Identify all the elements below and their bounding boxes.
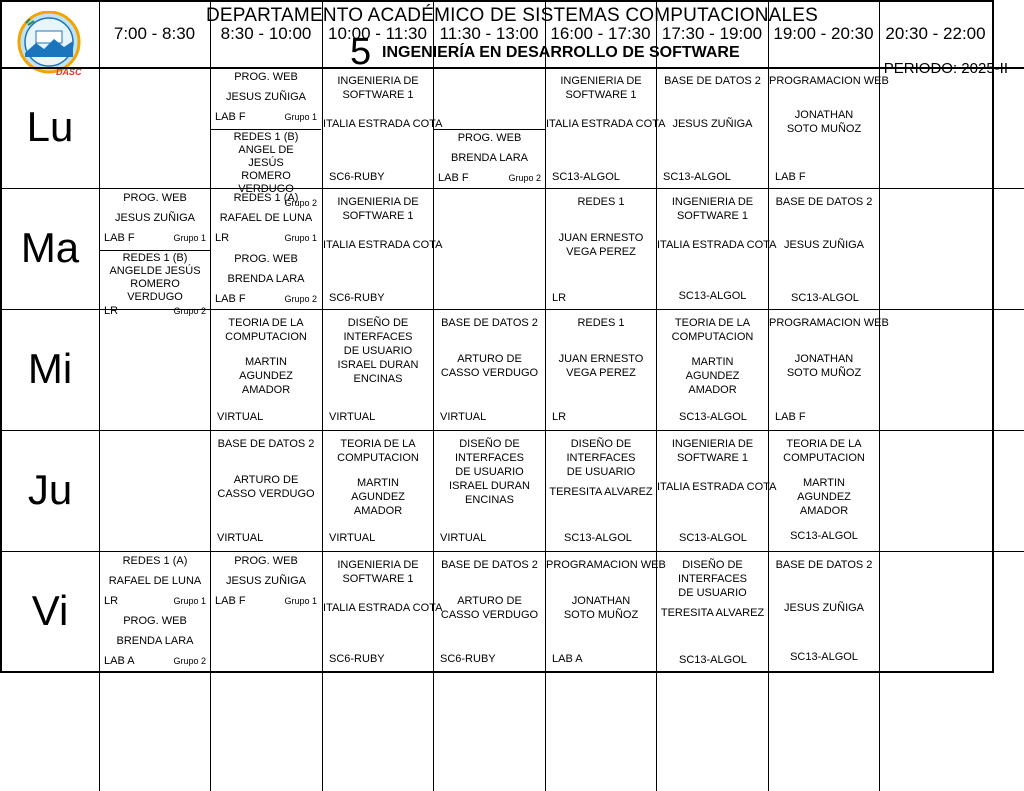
class-cell bbox=[769, 189, 879, 309]
class-room: SC13-ALGOL bbox=[679, 532, 747, 544]
class-subject: TEORIA DE LA COMPUTACION bbox=[225, 317, 307, 343]
class-room: SC13-ALGOL bbox=[552, 171, 620, 183]
class-room: VIRTUAL bbox=[440, 411, 487, 423]
class-subject: INGENIERIA DE SOFTWARE 1 bbox=[337, 559, 419, 585]
class-subject: BASE DE DATOS 2 bbox=[775, 559, 873, 571]
class-teacher: JESUS ZUÑIGA bbox=[225, 575, 307, 587]
class-subject: BASE DE DATOS 2 bbox=[441, 317, 538, 329]
class-cell bbox=[546, 431, 656, 551]
class-cell bbox=[657, 310, 768, 430]
class-subject: PROG. WEB bbox=[234, 253, 298, 265]
class-teacher: ARTURO DE CASSO VERDUGO bbox=[440, 353, 539, 379]
class-teacher: JONATHAN SOTO MUÑOZ bbox=[563, 595, 639, 621]
class-room: SC13-ALGOL bbox=[679, 654, 747, 666]
class-teacher: BRENDA LARA bbox=[450, 152, 529, 164]
class-subject: REDES 1 (A) bbox=[233, 192, 299, 204]
class-subcell bbox=[211, 70, 321, 124]
class-teacher: ARTURO DE CASSO VERDUGO bbox=[440, 595, 539, 621]
class-cell bbox=[323, 552, 443, 672]
class-room: LAB F bbox=[775, 171, 806, 183]
class-teacher: RAFAEL DE LUNA bbox=[219, 212, 313, 224]
hour-header: 8:30 - 10:00 bbox=[220, 24, 312, 43]
hour-header: 19:00 - 20:30 bbox=[773, 24, 874, 43]
class-cell bbox=[434, 68, 545, 188]
class-cell bbox=[546, 189, 656, 309]
class-teacher: ITALIA ESTRADA COTA bbox=[657, 239, 777, 251]
class-room: VIRTUAL bbox=[329, 532, 376, 544]
class-cell bbox=[211, 431, 321, 551]
class-subject: PROG. WEB bbox=[123, 615, 187, 627]
class-subject: DISEÑO DE INTERFACES DE USUARIO bbox=[566, 438, 636, 478]
class-subject: INGENIERIA DE SOFTWARE 1 bbox=[337, 196, 419, 222]
class-subject: PROG. WEB bbox=[234, 71, 298, 83]
class-teacher: MARTIN AGUNDEZ AMADOR bbox=[351, 477, 405, 517]
class-teacher: JONATHAN SOTO MUÑOZ bbox=[786, 109, 862, 135]
class-cell bbox=[434, 310, 545, 430]
class-room: VIRTUAL bbox=[217, 411, 264, 423]
class-teacher: ITALIA ESTRADA COTA bbox=[323, 239, 443, 251]
hour-header: 20:30 - 22:00 bbox=[885, 24, 986, 43]
period-label: PERIODO: 2025-II bbox=[883, 60, 1008, 77]
class-subject: INGENIERIA DE SOFTWARE 1 bbox=[671, 438, 754, 464]
class-subject: TEORIA DE LA COMPUTACION bbox=[783, 438, 865, 464]
class-subject: PROG. WEB bbox=[457, 132, 522, 144]
class-cell bbox=[657, 189, 777, 309]
class-subject: REDES 1 bbox=[577, 196, 625, 208]
class-subject: INGENIERIA DE SOFTWARE 1 bbox=[560, 75, 642, 101]
class-room: SC13-ALGOL bbox=[564, 532, 632, 544]
class-teacher: ITALIA ESTRADA COTA bbox=[546, 118, 666, 130]
hour-header: 11:30 - 13:00 bbox=[439, 24, 539, 43]
class-teacher: ANGEL DE JESÚS ROMERO VERDUGO bbox=[238, 144, 294, 195]
class-subject: BASE DE DATOS 2 bbox=[664, 75, 761, 87]
class-teacher: MARTIN AGUNDEZ AMADOR bbox=[797, 477, 851, 517]
day-label: Vi bbox=[31, 587, 69, 634]
class-teacher: ITALIA ESTRADA COTA bbox=[323, 118, 443, 130]
class-cell bbox=[769, 552, 879, 672]
class-teacher: TERESITA ALVAREZ bbox=[549, 486, 653, 498]
day-label: Ma bbox=[20, 224, 80, 271]
class-room: SC6-RUBY bbox=[329, 653, 385, 665]
hour-header: 16:00 - 17:30 bbox=[550, 24, 651, 43]
class-subject: PROGRAMACION WEB bbox=[546, 559, 666, 571]
career-name: INGENIERÍA EN DESARROLLO DE SOFTWARE bbox=[382, 44, 740, 61]
class-teacher: ITALIA ESTRADA COTA bbox=[657, 481, 777, 493]
class-room-row bbox=[434, 171, 545, 185]
class-cell bbox=[657, 431, 777, 551]
class-subject: INGENIERIA DE SOFTWARE 1 bbox=[337, 75, 419, 101]
class-room-row bbox=[100, 654, 210, 668]
cell-divider bbox=[434, 129, 545, 130]
class-teacher: ANGELDE JESÚS ROMERO VERDUGO bbox=[109, 265, 201, 303]
class-cell bbox=[211, 310, 321, 430]
class-teacher: ISRAEL DURAN ENCINAS bbox=[337, 359, 419, 385]
class-cell bbox=[434, 431, 545, 551]
class-group: Grupo 1 bbox=[284, 112, 317, 122]
class-room: LR bbox=[215, 232, 230, 244]
class-room: SC13-ALGOL bbox=[678, 290, 747, 302]
class-subcell bbox=[211, 252, 321, 306]
class-subject: DISEÑO DE INTERFACES DE USUARIO bbox=[343, 317, 413, 357]
class-teacher: JUAN ERNESTO VEGA PEREZ bbox=[558, 232, 644, 258]
class-room: SC13-ALGOL bbox=[663, 171, 731, 183]
class-cell bbox=[211, 552, 321, 672]
class-room: LAB F bbox=[775, 411, 806, 423]
class-teacher: JESUS ZUÑIGA bbox=[672, 118, 753, 130]
class-teacher: JESUS ZUÑIGA bbox=[783, 239, 865, 251]
class-cell bbox=[323, 68, 443, 188]
class-subject: BASE DE DATOS 2 bbox=[775, 196, 873, 208]
class-room: SC6-RUBY bbox=[329, 292, 385, 304]
class-cell bbox=[546, 310, 656, 430]
class-teacher: MARTIN AGUNDEZ AMADOR bbox=[239, 356, 293, 396]
class-room: VIRTUAL bbox=[329, 411, 376, 423]
class-group: Grupo 1 bbox=[284, 596, 317, 606]
class-subject: TEORIA DE LA COMPUTACION bbox=[671, 317, 754, 343]
class-subcell bbox=[100, 191, 210, 245]
class-subject: DISEÑO DE INTERFACES DE USUARIO bbox=[677, 559, 748, 599]
class-subject: REDES 1 (B) bbox=[233, 131, 299, 143]
class-subject: REDES 1 bbox=[577, 317, 625, 329]
hour-header: 10:00 - 11:30 bbox=[328, 24, 427, 43]
class-teacher: BRENDA LARA bbox=[116, 635, 194, 647]
class-cell bbox=[323, 189, 443, 309]
class-cell bbox=[434, 552, 545, 672]
class-group: Grupo 2 bbox=[173, 306, 206, 316]
class-room-row bbox=[211, 231, 321, 245]
class-cell bbox=[769, 68, 889, 188]
hour-header: 7:00 - 8:30 bbox=[113, 24, 196, 43]
class-group: Grupo 1 bbox=[173, 596, 206, 606]
cell-divider bbox=[211, 129, 321, 130]
class-cell bbox=[323, 431, 433, 551]
class-teacher: JONATHAN SOTO MUÑOZ bbox=[786, 353, 862, 379]
class-group: Grupo 2 bbox=[284, 294, 317, 304]
class-teacher: JESUS ZUÑIGA bbox=[114, 212, 196, 224]
department-title: DEPARTAMENTO ACADÉMICO DE SISTEMAS COMPUTACIONALES bbox=[205, 5, 819, 26]
class-subject: REDES 1 (A) bbox=[122, 555, 188, 567]
class-teacher: JUAN ERNESTO VEGA PEREZ bbox=[558, 353, 644, 379]
class-subject: PROG. WEB bbox=[123, 192, 187, 204]
class-cell bbox=[769, 310, 889, 430]
class-room: VIRTUAL bbox=[440, 532, 487, 544]
class-teacher: BRENDA LARA bbox=[227, 273, 305, 285]
class-teacher: ITALIA ESTRADA COTA bbox=[323, 602, 443, 614]
class-room: SC13-ALGOL bbox=[791, 292, 859, 304]
class-cell bbox=[657, 68, 768, 188]
class-room: LR bbox=[104, 305, 119, 317]
class-cell bbox=[323, 310, 433, 430]
class-group: Grupo 1 bbox=[173, 233, 206, 243]
class-room-row bbox=[211, 594, 321, 608]
class-room: LAB F bbox=[104, 232, 135, 244]
class-teacher: RAFAEL DE LUNA bbox=[108, 575, 202, 587]
class-cell bbox=[769, 431, 879, 551]
class-room: SC13-ALGOL bbox=[679, 411, 747, 423]
class-room: LAB F bbox=[215, 595, 246, 607]
class-subject: BASE DE DATOS 2 bbox=[217, 438, 315, 450]
class-room: LAB A bbox=[552, 653, 583, 665]
class-teacher: JESUS ZUÑIGA bbox=[225, 91, 307, 103]
class-room: LR bbox=[552, 292, 567, 304]
class-teacher: ARTURO DE CASSO VERDUGO bbox=[217, 474, 315, 500]
class-teacher: MARTIN AGUNDEZ AMADOR bbox=[685, 356, 740, 396]
class-room-row bbox=[211, 110, 321, 124]
class-group: Grupo 2 bbox=[173, 656, 206, 666]
class-room: SC6-RUBY bbox=[440, 653, 496, 665]
class-room: VIRTUAL bbox=[217, 532, 264, 544]
class-room: LAB F bbox=[215, 293, 246, 305]
grid-line bbox=[879, 0, 880, 791]
class-room: SC13-ALGOL bbox=[790, 651, 858, 663]
logo-lettering: DASC bbox=[56, 67, 82, 77]
class-subject: PROGRAMACION WEB bbox=[769, 75, 889, 87]
class-room: SC13-ALGOL bbox=[790, 530, 858, 542]
class-room-row bbox=[100, 231, 210, 245]
class-teacher: ISRAEL DURAN ENCINAS bbox=[449, 480, 530, 506]
class-room: LAB F bbox=[438, 172, 469, 184]
class-subcell bbox=[211, 554, 321, 608]
class-subject: PROG. WEB bbox=[234, 555, 298, 567]
class-subcell bbox=[434, 131, 545, 185]
class-subcell bbox=[100, 252, 210, 318]
class-room: LR bbox=[104, 595, 119, 607]
class-cell bbox=[100, 552, 210, 672]
class-teacher: TERESITA ALVAREZ bbox=[660, 607, 765, 619]
class-room-row bbox=[100, 304, 210, 318]
class-group: Grupo 2 bbox=[284, 198, 317, 208]
class-room: LAB F bbox=[215, 111, 246, 123]
day-label: Lu bbox=[26, 103, 74, 150]
cell-divider bbox=[100, 250, 210, 251]
class-room-row bbox=[211, 292, 321, 306]
class-subject: PROGRAMACION WEB bbox=[769, 317, 889, 329]
class-subject: BASE DE DATOS 2 bbox=[441, 559, 538, 571]
day-label: Mi bbox=[27, 345, 73, 392]
class-cell bbox=[100, 189, 210, 317]
class-group: Grupo 2 bbox=[508, 173, 541, 183]
class-subject: INGENIERIA DE SOFTWARE 1 bbox=[671, 196, 754, 222]
day-label: Ju bbox=[27, 466, 73, 513]
class-subject: DISEÑO DE INTERFACES DE USUARIO bbox=[454, 438, 525, 478]
class-group: Grupo 1 bbox=[284, 233, 317, 243]
class-teacher: JESUS ZUÑIGA bbox=[783, 602, 865, 614]
class-subject: TEORIA DE LA COMPUTACION bbox=[337, 438, 419, 464]
class-subcell bbox=[100, 554, 210, 608]
class-cell bbox=[546, 68, 666, 188]
class-cell bbox=[657, 552, 768, 672]
class-cell bbox=[546, 552, 666, 672]
class-room-row bbox=[100, 594, 210, 608]
hour-header: 17:30 - 19:00 bbox=[661, 24, 763, 43]
class-subcell bbox=[211, 191, 321, 245]
class-room: LAB A bbox=[104, 655, 135, 667]
class-subject: REDES 1 (B) bbox=[122, 252, 188, 264]
class-subcell bbox=[100, 614, 210, 668]
class-room: SC6-RUBY bbox=[329, 171, 385, 183]
class-cell bbox=[211, 189, 321, 309]
semester-number: 5 bbox=[350, 31, 372, 73]
class-room: LR bbox=[552, 411, 567, 423]
